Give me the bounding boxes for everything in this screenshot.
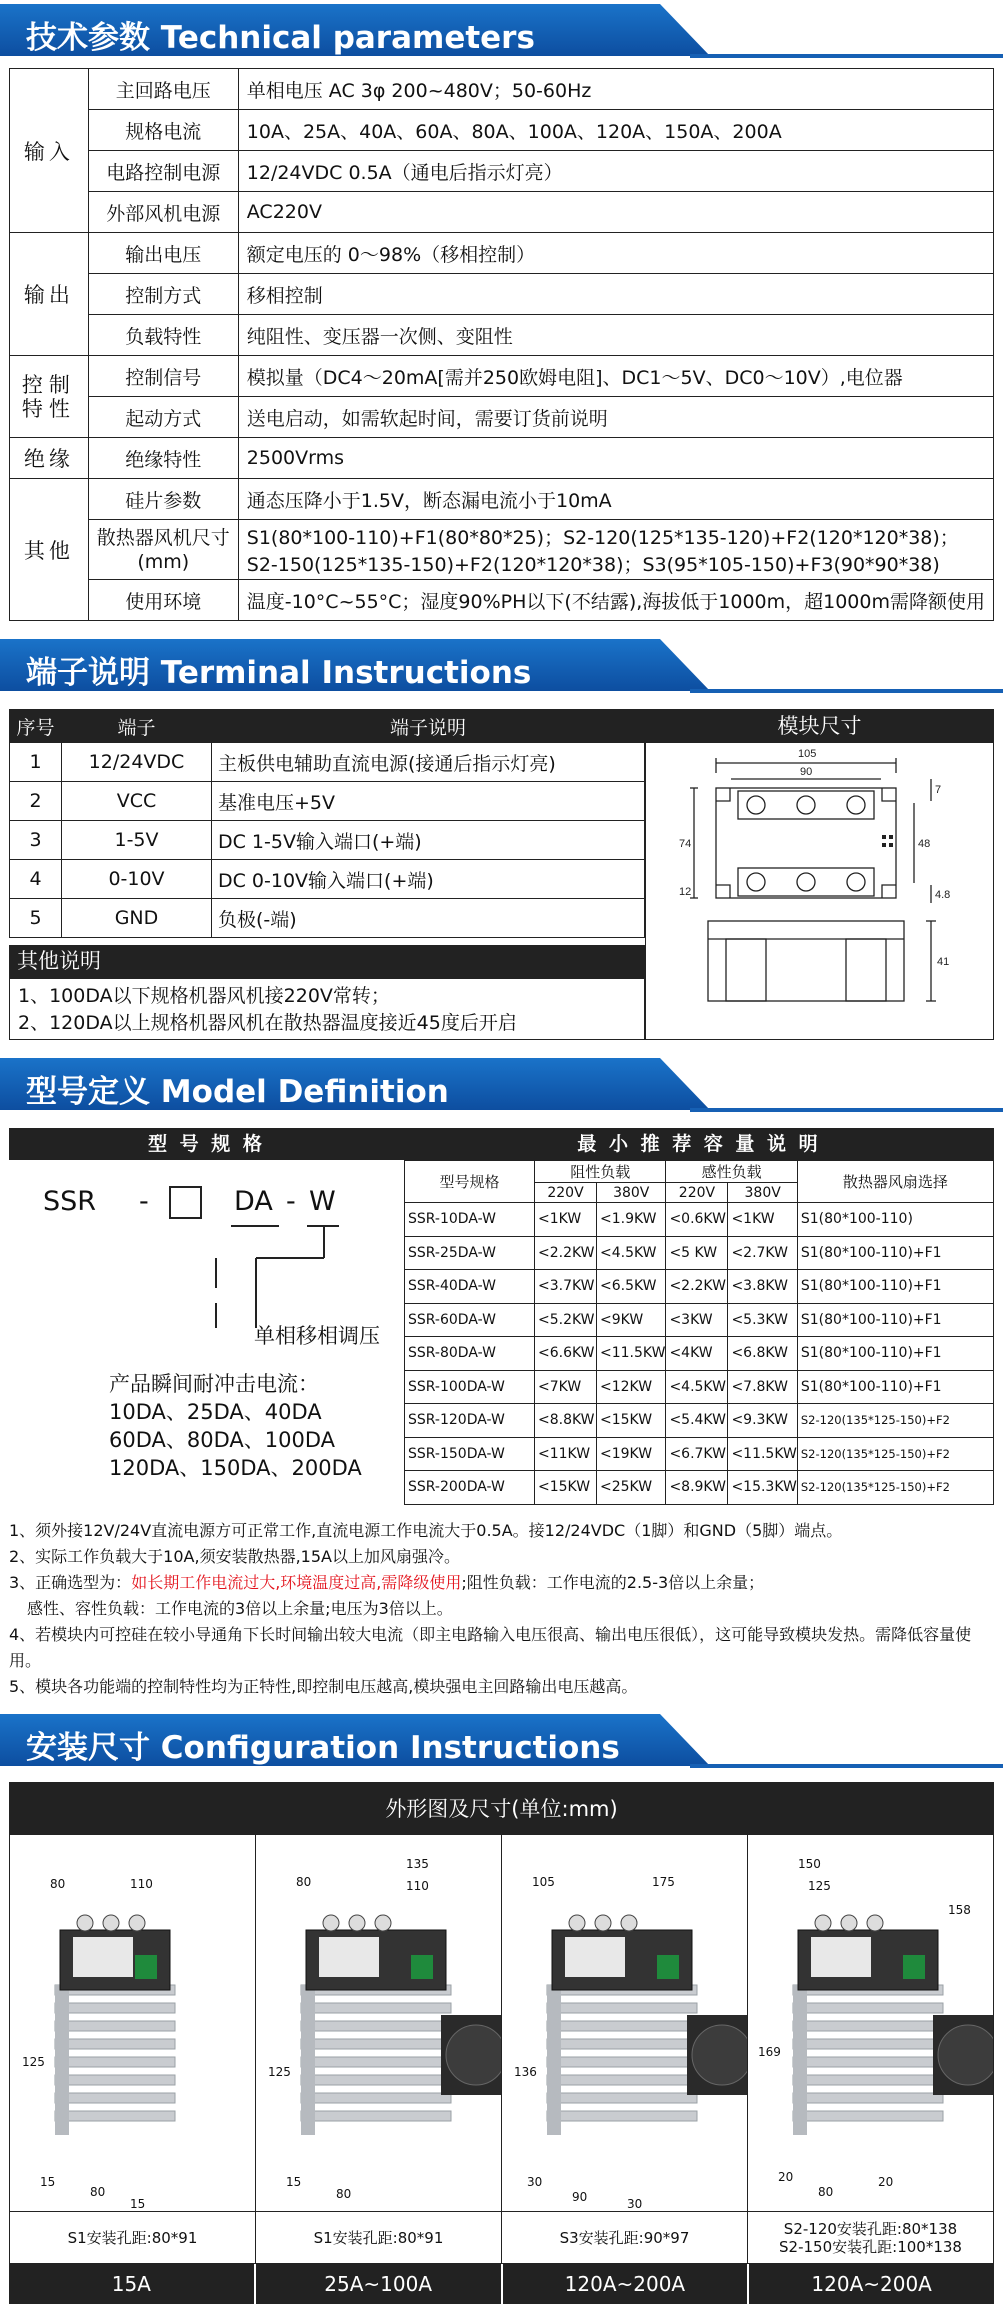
product-photos bbox=[10, 1835, 993, 2211]
capacity-cell: <8.8KW bbox=[535, 1404, 597, 1438]
dimension-label: 169 bbox=[758, 2045, 781, 2059]
model-connector-lines bbox=[9, 1128, 404, 1328]
product-photo bbox=[748, 1835, 993, 2211]
dimension-label: 158 bbox=[948, 1903, 971, 1917]
capacity-cell: SSR-150DA-W bbox=[405, 1437, 535, 1471]
capacity-cell: SSR-10DA-W bbox=[405, 1203, 535, 1237]
current-range: 120A~200A bbox=[503, 2264, 750, 2304]
capacity-cell: <1KW bbox=[535, 1203, 597, 1237]
capacity-cell: <9KW bbox=[597, 1303, 666, 1337]
param-name-line: (mm) bbox=[137, 550, 190, 573]
capacity-cell: S2-120(135*125-150)+F2 bbox=[797, 1471, 993, 1505]
capacity-cell: S1(80*100-110)+F1 bbox=[797, 1303, 993, 1337]
dimension-label: 125 bbox=[808, 1879, 831, 1893]
dimension-label: 136 bbox=[514, 2065, 537, 2079]
col-header: 220V bbox=[535, 1183, 597, 1203]
terminal-name: GND bbox=[62, 899, 212, 938]
capacity-cell: <3.8KW bbox=[728, 1270, 797, 1304]
param-name-line: 散热器风机尺寸 bbox=[96, 526, 230, 549]
section-banner-terminal bbox=[0, 635, 1003, 697]
capacity-cell: <4.5KW bbox=[666, 1370, 728, 1404]
param-value: 模拟量（DC4～20mA[需并250欧姆电阻]、DC1～5V、DC0～10V）,电位器 bbox=[238, 356, 993, 397]
other-note: 2、120DA以上规格机器风机在散热器温度接近45度后开启 bbox=[18, 1012, 517, 1034]
terminal-row bbox=[10, 860, 645, 899]
param-value: 单相电压 AC 3φ 200~480V；50-60Hz bbox=[238, 69, 993, 110]
capacity-cell: <5.3KW bbox=[728, 1303, 797, 1337]
hole-spacing-caption bbox=[10, 2212, 256, 2263]
param-name: 负载特性 bbox=[88, 315, 238, 356]
param-category: 绝缘 bbox=[10, 438, 89, 479]
capacity-cell: <1KW bbox=[728, 1203, 797, 1237]
capacity-cell: <4.5KW bbox=[597, 1236, 666, 1270]
terminal-desc: 主板供电辅助直流电源(接通后指示灯亮) bbox=[212, 743, 645, 782]
terminal-no: 1 bbox=[10, 743, 62, 782]
param-name: 起动方式 bbox=[88, 397, 238, 438]
param-name: 使用环境 bbox=[88, 580, 238, 621]
param-category: 控制特性 bbox=[10, 356, 89, 438]
terminal-name: VCC bbox=[62, 782, 212, 821]
capacity-cell: SSR-40DA-W bbox=[405, 1270, 535, 1304]
capacity-cell: <15.3KW bbox=[728, 1471, 797, 1505]
capacity-cell: <2.2KW bbox=[535, 1236, 597, 1270]
capacity-cell: S1(80*100-110)+F1 bbox=[797, 1337, 993, 1371]
col-header: 220V bbox=[666, 1183, 728, 1203]
section-title: 技术参数 Technical parameters bbox=[26, 20, 535, 56]
capacity-cell: <15KW bbox=[535, 1471, 597, 1505]
param-value: 纯阻性、变压器一次侧、变阻性 bbox=[238, 315, 993, 356]
capacity-cell: <6.5KW bbox=[597, 1270, 666, 1304]
terminal-desc: 基准电压+5V bbox=[212, 782, 645, 821]
capacity-cell: S2-120(135*125-150)+F2 bbox=[797, 1404, 993, 1438]
section-banner-technical bbox=[0, 0, 1003, 62]
note-line bbox=[9, 1570, 994, 1596]
terminal-desc: DC 0-10V输入端口(+端) bbox=[212, 860, 645, 899]
param-value: 额定电压的 0～98%（移相控制） bbox=[238, 233, 993, 274]
dimension-label: 20 bbox=[878, 2175, 894, 2189]
section-title: 端子说明 Terminal Instructions bbox=[26, 655, 532, 691]
capacity-row bbox=[405, 1337, 994, 1371]
note-line: 2、实际工作负载大于10A,须安装散热器,15A以上加风扇强冷。 bbox=[9, 1547, 460, 1566]
dimension-label: 80 bbox=[818, 2185, 834, 2199]
dimension-label: 125 bbox=[268, 2065, 291, 2079]
param-name: 电路控制电源 bbox=[88, 151, 238, 192]
param-name: 输出电压 bbox=[88, 233, 238, 274]
param-name: 主回路电压 bbox=[88, 69, 238, 110]
capacity-cell: <0.6KW bbox=[666, 1203, 728, 1237]
capacity-cell: <7KW bbox=[535, 1370, 597, 1404]
section-banner-model bbox=[0, 1054, 1003, 1116]
capacity-cell: S1(80*100-110)+F1 bbox=[797, 1236, 993, 1270]
module-dimension-drawing bbox=[646, 743, 992, 1039]
col-header: 阻性负载 bbox=[535, 1161, 666, 1183]
capacity-cell: <8.9KW bbox=[666, 1471, 728, 1505]
parameter-table bbox=[9, 68, 994, 621]
dim-label: 90 bbox=[800, 766, 813, 778]
model-code-diagram bbox=[9, 1128, 404, 1510]
param-value: 2500Vrms bbox=[238, 438, 993, 479]
dimension-label: 175 bbox=[652, 1875, 675, 1889]
model-dash: - bbox=[286, 1186, 296, 1217]
param-value: 12/24VDC 0.5A（通电后指示灯亮） bbox=[238, 151, 993, 192]
model-left-head: 型 号 规 格 bbox=[148, 1133, 265, 1155]
capacity-cell: SSR-200DA-W bbox=[405, 1471, 535, 1505]
param-value: 通态压降小于1.5V，断态漏电流小于10mA bbox=[238, 479, 993, 520]
col-header: 型号规格 bbox=[405, 1161, 535, 1203]
note-line: 1、须外接12V/24V直流电源方可正常工作,直流电源工作电流大于0.5A。接12/24VDC（1脚）和GND（5脚）端点。 bbox=[9, 1521, 843, 1540]
param-name: 控制信号 bbox=[88, 356, 238, 397]
module-dimension-panel bbox=[645, 709, 994, 1040]
model-dash: - bbox=[139, 1186, 149, 1217]
other-notes-title: 其他说明 bbox=[9, 945, 645, 978]
capacity-cell: SSR-25DA-W bbox=[405, 1236, 535, 1270]
capacity-cell: <11.5KW bbox=[728, 1437, 797, 1471]
current-range-bar bbox=[9, 2264, 994, 2304]
section-title: 型号定义 Model Definition bbox=[26, 1074, 449, 1110]
capacity-row bbox=[405, 1437, 994, 1471]
current-range: 15A bbox=[9, 2264, 256, 2304]
caption-line: S3安装孔距:90*97 bbox=[559, 2228, 690, 2247]
dimension-label: 80 bbox=[336, 2187, 352, 2201]
dimension-label: 80 bbox=[90, 2185, 106, 2199]
capacity-cell: S1(80*100-110)+F1 bbox=[797, 1270, 993, 1304]
param-value: 移相控制 bbox=[238, 274, 993, 315]
col-header: 380V bbox=[728, 1183, 797, 1203]
terminal-no: 5 bbox=[10, 899, 62, 938]
param-value: 送电启动，如需软起时间，需要订货前说明 bbox=[238, 397, 993, 438]
caption-line: S2-150安装孔距:100*138 bbox=[779, 2237, 962, 2256]
hole-spacing-caption bbox=[256, 2212, 502, 2263]
terminal-name: 1-5V bbox=[62, 821, 212, 860]
current-range: 120A~200A bbox=[811, 2272, 932, 2296]
note-line: 4、若模块内可控硅在较小导通角下长时间输出较大电流（即主电路输入电压很高、输出电压很低），这可能导致模块发热。需降低容量使用。 bbox=[9, 1625, 972, 1670]
col-header: 散热器风扇选择 bbox=[797, 1161, 993, 1203]
caption-line: S2-120安装孔距:80*138 bbox=[783, 2219, 958, 2238]
capacity-cell: <2.2KW bbox=[666, 1270, 728, 1304]
param-category: 其他 bbox=[10, 479, 89, 621]
model-w: W bbox=[309, 1186, 336, 1217]
section-banner-config bbox=[0, 1710, 1003, 1772]
dimension-label: 15 bbox=[130, 2197, 146, 2211]
param-name: 外部风机电源 bbox=[88, 192, 238, 233]
col-header: 端子说明 bbox=[212, 710, 645, 743]
dim-label: 48 bbox=[918, 838, 931, 850]
caption-line: S1安装孔距:80*91 bbox=[67, 2228, 198, 2247]
terminal-section bbox=[9, 709, 994, 1042]
module-dimension-title: 模块尺寸 bbox=[646, 710, 993, 743]
dimension-label: 125 bbox=[22, 2055, 45, 2069]
section-title: 安装尺寸 Configuration Instructions bbox=[26, 1730, 620, 1766]
terminal-no: 4 bbox=[10, 860, 62, 899]
config-head: 外形图及尺寸(单位:mm) bbox=[10, 1783, 993, 1835]
capacity-cell: S2-120(135*125-150)+F2 bbox=[797, 1437, 993, 1471]
current-line: 10DA、25DA、40DA bbox=[109, 1400, 322, 1424]
hole-spacing-caption bbox=[748, 2212, 993, 2263]
note-line: 感性、容性负载：工作电流的3倍以上余量;电压为3倍以上。 bbox=[27, 1599, 453, 1618]
caption-line: S1安装孔距:80*91 bbox=[313, 2228, 444, 2247]
dim-label: 41 bbox=[937, 956, 950, 968]
capacity-cell: <2.7KW bbox=[728, 1236, 797, 1270]
current-label: 产品瞬间耐冲击电流： bbox=[109, 1372, 319, 1396]
dimension-label: 20 bbox=[778, 2170, 794, 2184]
dimension-label: 80 bbox=[50, 1877, 66, 1891]
configuration-panel bbox=[9, 1782, 994, 2264]
param-name: 规格电流 bbox=[88, 110, 238, 151]
note-part: ;阻性负载：工作电流的2.5-3倍以上余量； bbox=[461, 1573, 765, 1592]
param-category: 输入 bbox=[10, 69, 89, 233]
dimension-label: 90 bbox=[572, 2190, 588, 2204]
capacity-cell: <5 KW bbox=[666, 1236, 728, 1270]
hole-spacing-caption bbox=[502, 2212, 748, 2263]
terminal-desc: 负极(-端) bbox=[212, 899, 645, 938]
capacity-cell: <3KW bbox=[666, 1303, 728, 1337]
capacity-cell: <25KW bbox=[597, 1471, 666, 1505]
capacity-cell: <6.7KW bbox=[666, 1437, 728, 1471]
terminal-no: 3 bbox=[10, 821, 62, 860]
terminal-no: 2 bbox=[10, 782, 62, 821]
col-header: 感性负载 bbox=[666, 1161, 797, 1183]
terminal-name: 12/24VDC bbox=[62, 743, 212, 782]
note-part: 3、正确选型为： bbox=[9, 1573, 132, 1592]
capacity-cell: <19KW bbox=[597, 1437, 666, 1471]
capacity-cell: <11KW bbox=[535, 1437, 597, 1471]
dim-label: 12 bbox=[679, 886, 692, 898]
capacity-cell: <15KW bbox=[597, 1404, 666, 1438]
terminal-name: 0-10V bbox=[62, 860, 212, 899]
capacity-cell: <9.3KW bbox=[728, 1404, 797, 1438]
other-notes bbox=[9, 978, 645, 1040]
note-warning: 如长期工作电流过大,环境温度过高,需降级使用 bbox=[131, 1573, 462, 1592]
hole-spacing-captions bbox=[10, 2211, 993, 2263]
capacity-cell: S1(80*100-110)+F1 bbox=[797, 1370, 993, 1404]
dimension-label: 150 bbox=[798, 1857, 821, 1871]
param-value: S2-150(125*135-150)+F2(120*120*38)；S3(95*105-150)+F3(90*90*38) bbox=[238, 550, 993, 580]
terminal-row bbox=[10, 743, 645, 782]
param-value: 10A、25A、40A、60A、80A、100A、120A、150A、200A bbox=[238, 110, 993, 151]
capacity-cell: SSR-80DA-W bbox=[405, 1337, 535, 1371]
note-line: 5、模块各功能端的控制特性均为正特性,即控制电压越高,模块强电主回路输出电压越高。 bbox=[9, 1677, 638, 1696]
dim-label: 4.8 bbox=[935, 889, 951, 901]
capacity-cell: <4KW bbox=[666, 1337, 728, 1371]
terminal-desc: DC 1-5V输入端口(+端) bbox=[212, 821, 645, 860]
capacity-cell: SSR-120DA-W bbox=[405, 1404, 535, 1438]
notes bbox=[9, 1518, 994, 1700]
terminal-table bbox=[9, 709, 645, 938]
current-line: 120DA、150DA、200DA bbox=[109, 1456, 362, 1480]
col-header: 序号 bbox=[10, 710, 62, 743]
dimension-label: 15 bbox=[286, 2175, 302, 2189]
capacity-cell: <6.8KW bbox=[728, 1337, 797, 1371]
model-section bbox=[9, 1128, 994, 1510]
current-line: 60DA、80DA、100DA bbox=[109, 1428, 336, 1452]
dim-label: 7 bbox=[935, 784, 942, 796]
param-name: 控制方式 bbox=[88, 274, 238, 315]
param-value: S1(80*100-110)+F1(80*80*25)；S2-120(125*135-120)+F2(120*120*38)； bbox=[238, 520, 993, 550]
capacity-cell: <7.8KW bbox=[728, 1370, 797, 1404]
dimension-label: 135 bbox=[406, 1857, 429, 1871]
capacity-cell: <5.2KW bbox=[535, 1303, 597, 1337]
param-value: 温度-10°C~55°C；湿度90%PH以下(不结露),海拔低于1000m，超1000m需降额使用 bbox=[238, 580, 993, 621]
product-photo bbox=[256, 1835, 502, 2211]
terminal-row bbox=[10, 782, 645, 821]
terminal-row bbox=[10, 899, 645, 938]
model-right-head: 最 小 推 荐 容 量 说 明 bbox=[577, 1133, 821, 1155]
other-note: 1、100DA以下规格机器风机接220V常转； bbox=[18, 985, 390, 1007]
capacity-row bbox=[405, 1270, 994, 1304]
col-header: 端子 bbox=[62, 710, 212, 743]
param-name: 绝缘特性 bbox=[88, 438, 238, 479]
capacity-row bbox=[405, 1404, 994, 1438]
w-meaning: 单相移相调压 bbox=[254, 1324, 380, 1348]
param-value: AC220V bbox=[238, 192, 993, 233]
model-prefix: SSR bbox=[43, 1186, 97, 1217]
col-header: 380V bbox=[597, 1183, 666, 1203]
capacity-cell: <6.6KW bbox=[535, 1337, 597, 1371]
capacity-cell: <1.9KW bbox=[597, 1203, 666, 1237]
current-range: 25A~100A bbox=[256, 2264, 503, 2304]
terminal-row bbox=[10, 821, 645, 860]
capacity-row bbox=[405, 1203, 994, 1237]
dimension-label: 110 bbox=[406, 1879, 429, 1893]
dimension-label: 110 bbox=[130, 1877, 153, 1891]
param-name bbox=[88, 520, 238, 580]
dim-label: 105 bbox=[798, 748, 817, 760]
capacity-row bbox=[405, 1236, 994, 1270]
capacity-row bbox=[405, 1471, 994, 1505]
capacity-cell: S1(80*100-110) bbox=[797, 1203, 993, 1237]
dimension-label: 30 bbox=[527, 2175, 543, 2189]
dimension-label: 30 bbox=[627, 2197, 643, 2211]
product-photo bbox=[10, 1835, 256, 2211]
dimension-label: 80 bbox=[296, 1875, 312, 1889]
dimension-label: 105 bbox=[532, 1875, 555, 1889]
capacity-cell: <12KW bbox=[597, 1370, 666, 1404]
dimension-label: 15 bbox=[40, 2175, 56, 2189]
capacity-table bbox=[404, 1160, 994, 1505]
capacity-cell: <5.4KW bbox=[666, 1404, 728, 1438]
model-da: DA bbox=[234, 1186, 273, 1217]
capacity-cell: SSR-100DA-W bbox=[405, 1370, 535, 1404]
capacity-cell: <11.5KW bbox=[597, 1337, 666, 1371]
capacity-cell: <3.7KW bbox=[535, 1270, 597, 1304]
dim-label: 74 bbox=[679, 838, 692, 850]
param-name: 硅片参数 bbox=[88, 479, 238, 520]
capacity-row bbox=[405, 1303, 994, 1337]
capacity-cell: SSR-60DA-W bbox=[405, 1303, 535, 1337]
param-category: 输出 bbox=[10, 233, 89, 356]
product-photo bbox=[502, 1835, 748, 2211]
capacity-row bbox=[405, 1370, 994, 1404]
